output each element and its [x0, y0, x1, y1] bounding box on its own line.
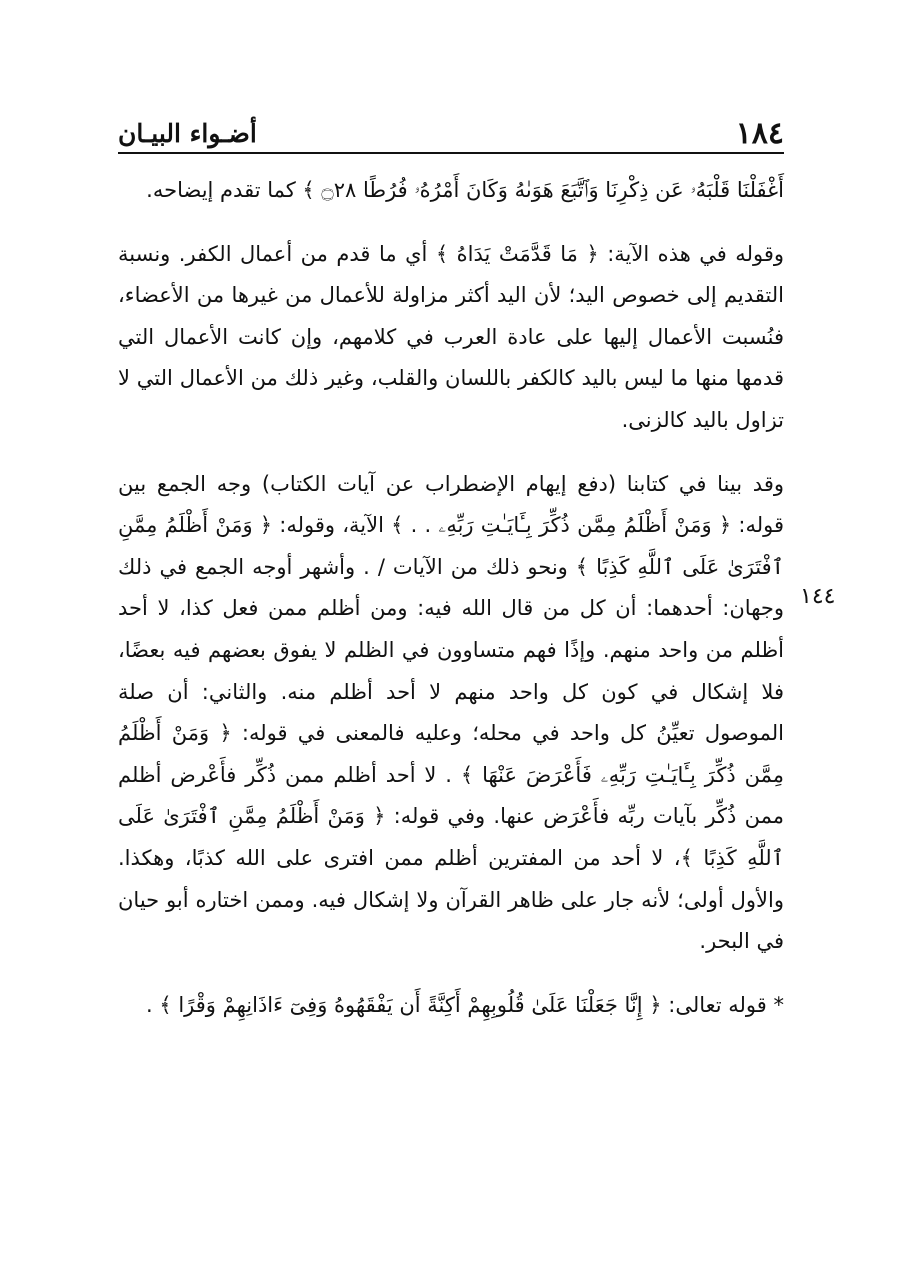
page-header [118, 108, 784, 152]
paragraph-gap [118, 442, 784, 464]
page-number: ١٨٤ [735, 116, 784, 151]
paragraph-gap [118, 212, 784, 234]
header-rule [118, 152, 784, 154]
paragraph-reconciliation: وقد بينا في كتابنا (دفع إيهام الإضطراب عن آيات الكتاب) وجه الجمع بين قوله: ﴿ وَمَنْ أَظْلَمُ مِمَّن ذُكِّرَ بِـَٔايَـٰتِ رَبِّهِۦ . . ﴾ الآية، وقوله: ﴿ وَمَنْ أَظْلَمُ مِمَّنِ ٱفْتَرَىٰ عَلَى ٱللَّهِ كَذِبًا ﴾ ونحو ذلك من الآيات / . وأشهر أوجه الجمع في ذلك وجهان: أحدهما: أن كل من قال الله فيه: ومن أظلم ممن فعل كذا، لا أحد أظلم من واحد منهم. وإذًا فهم متساوون في الظلم لا يفوق بعضهم فيه بعضًا، فلا إشكال في كون كل واحد منهم لا أحد أظلم منه. والثاني: أن صلة الموصول تعيِّنُ كل واحد في محله؛ وعليه فالمعنى في قوله: ﴿ وَمَنْ أَظْلَمُ مِمَّن ذُكِّرَ بِـَٔايَـٰتِ رَبِّهِۦ فَأَعْرَضَ عَنْهَا ﴾ . لا أحد أظلم ممن ذُكِّر فأَعْرض أظلم ممن ذُكِّر بآيات ربِّه فأَعْرَض عنها. وفي قوله: ﴿ وَمَنْ أَظْلَمُ مِمَّنِ ٱفْتَرَىٰ عَلَى ٱللَّهِ كَذِبًا ﴾، لا أحد من المفترين أظلم ممن افترى على الله كذبًا، وهكذا. والأول أولى؛ لأنه جار على ظاهر القرآن ولا إشكال فيه. وممن اختاره أبو حيان في البحر. [118, 471, 784, 954]
body-text [118, 170, 784, 1026]
paragraph-verse-continuation: أَغْفَلْنَا قَلْبَهُۥ عَن ذِكْرِنَا وَٱتَّبَعَ هَوَىٰهُ وَكَانَ أَمْرُهُۥ فُرُطًا ۝٢٨ ﴾ كما تقدم إيضاحه. [146, 178, 784, 202]
margin-page-reference: ١٤٤ [800, 584, 836, 609]
paragraph-gap [118, 963, 784, 985]
paragraph-hand-explanation: وقوله في هذه الآية: ﴿ مَا قَدَّمَتْ يَدَاهُ ﴾ أي ما قدم من أعمال الكفر. ونسبة التقديم إلى خصوص اليد؛ لأن اليد أكثر مزاولة للأعمال من غيرها من الأعضاء، فنُسبت الأعمال إليها على عادة العرب في كلامهم، وإن كانت الأعمال التي قدمها منها ما ليس باليد كالكفر باللسان والقلب، وغير ذلك من الأعمال التي لا تزاول باليد كالزنى. [118, 241, 784, 432]
running-title: أضـواء البيـان [118, 119, 257, 148]
paragraph-next-verse: * قوله تعالى: ﴿ إِنَّا جَعَلْنَا عَلَىٰ قُلُوبِهِمْ أَكِنَّةً أَن يَفْقَهُوهُ وَفِىٓ ءَاذَانِهِمْ وَقْرًا ﴾ . [146, 992, 784, 1017]
